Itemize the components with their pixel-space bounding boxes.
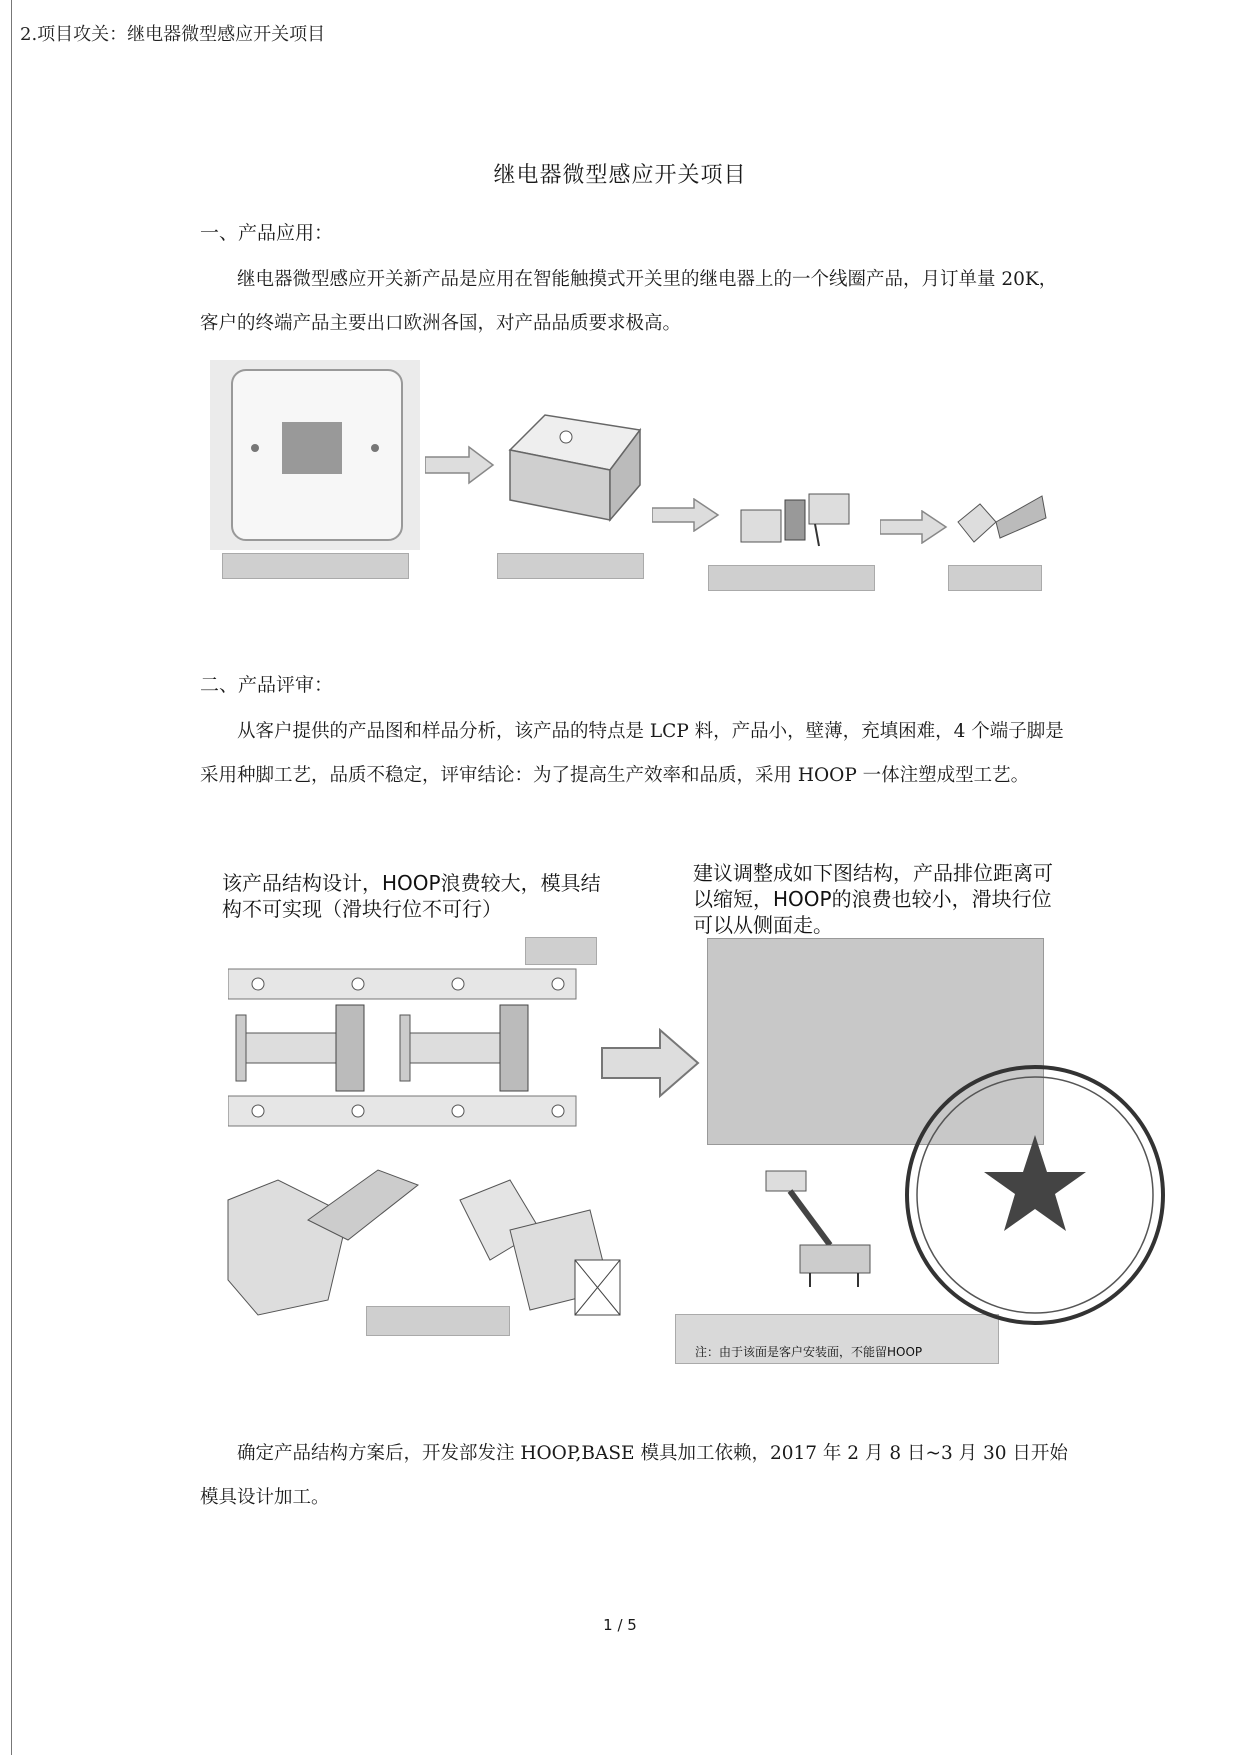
document-title: 继电器微型感应开关项目 bbox=[493, 163, 747, 188]
arrow-right-icon bbox=[880, 510, 948, 544]
page-header: 2.项目攻关：继电器微型感应开关项目 bbox=[20, 24, 326, 45]
image-caption-box bbox=[222, 553, 409, 579]
coil-parts-image bbox=[735, 480, 855, 560]
arrow-right-icon bbox=[600, 1028, 700, 1098]
smart-switch-photo bbox=[210, 360, 420, 550]
coil-product-image bbox=[950, 482, 1050, 557]
mold-schedule-paragraph: 确定产品结构方案后，开发部发注 HOOP,BASE 模具加工依赖，2017 年 2 月 8 日~3 月 30 日开始模具设计加工。 bbox=[200, 1443, 1068, 1508]
switch-panel-image bbox=[210, 360, 420, 550]
section-heading-application: 一、产品应用： bbox=[200, 222, 334, 244]
page-margin-line bbox=[11, 0, 12, 1755]
hoop-caption-note: 注：由于该面是客户安装面，不能留HOOP bbox=[695, 1345, 923, 1359]
arrow-right-icon bbox=[425, 445, 495, 485]
image-caption-box bbox=[525, 937, 597, 965]
image-caption-box bbox=[948, 565, 1042, 591]
official-seal-stamp bbox=[900, 1060, 1170, 1330]
relay-box-image bbox=[500, 405, 650, 525]
hoop-strip-drawing bbox=[228, 965, 578, 1130]
page-number: 1 / 5 bbox=[603, 1616, 637, 1634]
image-caption-box bbox=[708, 565, 875, 591]
arrow-right-icon bbox=[652, 498, 720, 532]
terminal-part-drawing bbox=[760, 1165, 890, 1295]
image-caption-box bbox=[497, 553, 644, 579]
application-paragraph: 继电器微型感应开关新产品是应用在智能触摸式开关里的继电器上的一个线圈产品，月订单量 20K，客户的终端产品主要出口欧洲各国，对产品品质要求极高。 bbox=[200, 269, 1058, 334]
mold-base-drawing bbox=[218, 1160, 428, 1320]
section-heading-review: 二、产品评审： bbox=[200, 674, 334, 696]
left-structure-note: 该产品结构设计，HOOP浪费较大，模具结构不可实现（滑块行位不可行） bbox=[222, 871, 601, 921]
review-paragraph: 从客户提供的产品图和样品分析，该产品的特点是 LCP 料，产品小，壁薄，充填困难，4 个端子脚是采用种脚工艺，品质不稳定，评审结论：为了提高生产效率和品质，采用 HOOP 一体注塑成型工艺。 bbox=[200, 721, 1064, 786]
right-structure-note: 建议调整成如下图结构，产品排位距离可以缩短，HOOP的浪费也较小，滑块行位可以从侧面走。 bbox=[693, 861, 1053, 937]
image-caption-box bbox=[366, 1306, 510, 1336]
